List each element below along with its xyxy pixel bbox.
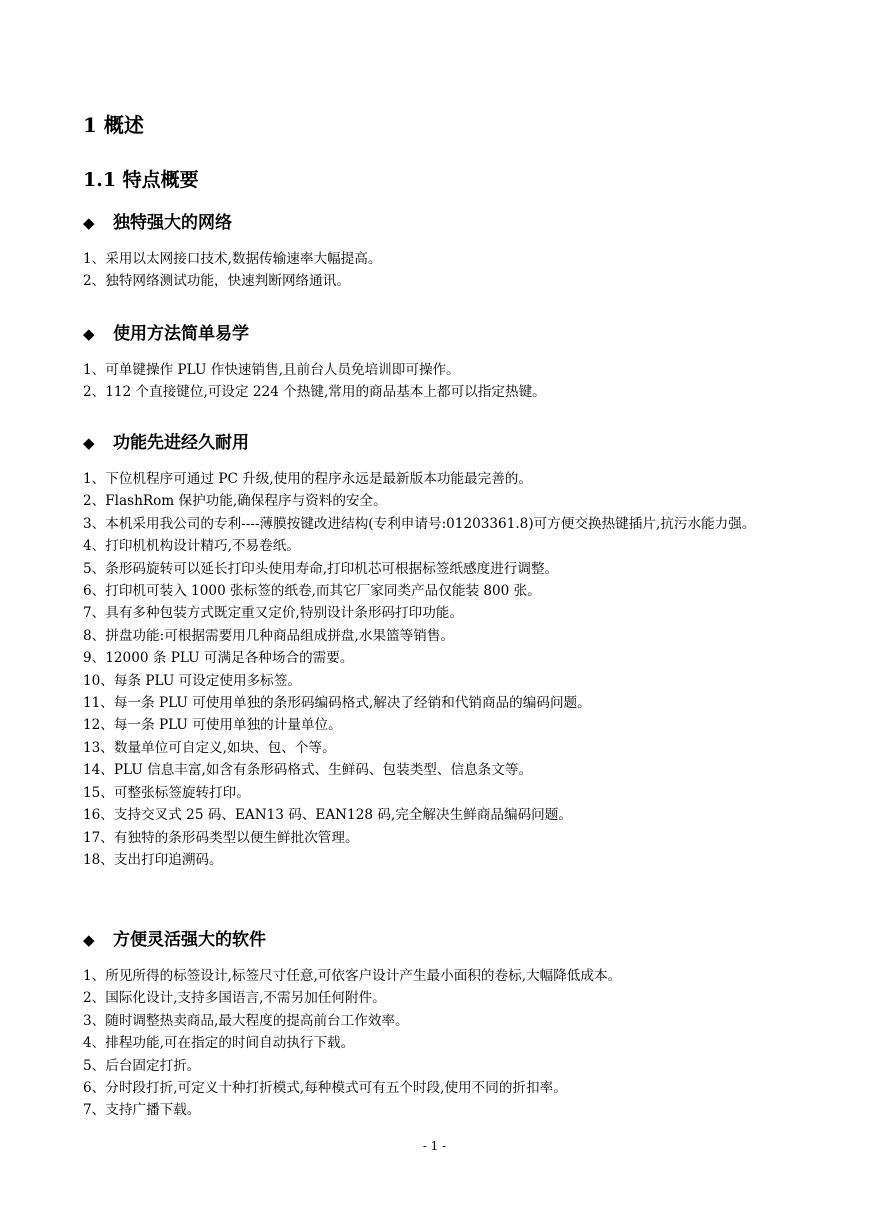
feature-list bbox=[83, 468, 803, 871]
feature-section-durability bbox=[83, 431, 803, 871]
list-item: 2、112 个直接键位,可设定 224 个热键,常用的商品基本上都可以指定热键。 bbox=[83, 384, 546, 401]
list-item: 1、可单键操作 PLU 作快速销售,且前台人员免培训即可操作。 bbox=[83, 362, 460, 378]
chapter-heading: 1 概述 bbox=[83, 113, 144, 137]
diamond-bullet-icon: ◆ bbox=[83, 434, 95, 452]
list-item: 9、12000 条 PLU 可满足各种场合的需要。 bbox=[83, 650, 354, 667]
feature-list bbox=[83, 965, 803, 1122]
feature-section-title: 独特强大的网络 bbox=[113, 213, 232, 233]
feature-list bbox=[83, 248, 803, 293]
list-item: 6、打印机可装入 1000 张标签的纸卷,而其它厂家同类产品仅能装 800 张。 bbox=[83, 583, 541, 600]
list-item: 13、数量单位可自定义,如块、包、个等。 bbox=[83, 739, 336, 756]
list-item: 2、FlashRom 保护功能,确保程序与资料的安全。 bbox=[83, 493, 387, 510]
list-item: 11、每一条 PLU 可使用单独的条形码编码格式,解决了经销和代销商品的编码问题。 bbox=[83, 695, 591, 712]
diamond-bullet-icon: ◆ bbox=[83, 214, 95, 232]
list-item: 1、所见所得的标签设计,标签尺寸任意,可依客户设计产生最小面积的卷标,大幅降低成本。 bbox=[83, 968, 622, 984]
list-item: 12、每一条 PLU 可使用单独的计量单位。 bbox=[83, 717, 342, 734]
feature-section-title: 方便灵活强大的软件 bbox=[113, 930, 266, 950]
feature-section-network bbox=[83, 211, 803, 293]
diamond-bullet-icon: ◆ bbox=[83, 325, 95, 343]
diamond-bullet-icon: ◆ bbox=[83, 931, 95, 949]
list-item: 6、分时段打折,可定义十种打折模式,每种模式可有五个时段,使用不同的折扣率。 bbox=[83, 1080, 567, 1097]
list-item: 3、本机采用我公司的专利----薄膜按键改进结构(专利申请号:01203361.8)可方便交换热键插片,抗污水能力强。 bbox=[83, 515, 756, 532]
feature-list bbox=[83, 359, 803, 404]
list-item: 18、支出打印追溯码。 bbox=[83, 851, 223, 868]
list-item: 7、支持广播下载。 bbox=[83, 1102, 201, 1119]
list-item: 5、后台固定打折。 bbox=[83, 1057, 201, 1074]
list-item: 2、国际化设计,支持多国语言,不需另加任何附件。 bbox=[83, 990, 386, 1007]
list-item: 4、排程功能,可在指定的时间自动执行下载。 bbox=[83, 1035, 355, 1052]
page-number: - 1 - bbox=[422, 1139, 447, 1153]
list-item: 8、拼盘功能:可根据需要用几种商品组成拼盘,水果篮等销售。 bbox=[83, 627, 454, 644]
list-item: 16、支持交叉式 25 码、EAN13 码、EAN128 码,完全解决生鲜商品编码问题。 bbox=[83, 807, 572, 824]
list-item: 3、随时调整热卖商品,最大程度的提高前台工作效率。 bbox=[83, 1012, 409, 1029]
list-item: 14、PLU 信息丰富,如含有条形码格式、生鲜码、包装类型、信息条文等。 bbox=[83, 762, 533, 779]
section-heading: 1.1 特点概要 bbox=[83, 169, 199, 191]
list-item: 17、有独特的条形码类型以便生鲜批次管理。 bbox=[83, 829, 359, 846]
list-item: 2、独特网络测试功能，快速判断网络通讯。 bbox=[83, 273, 350, 290]
feature-section-software bbox=[83, 928, 803, 1122]
list-item: 10、每条 PLU 可设定使用多标签。 bbox=[83, 672, 301, 689]
list-item: 4、打印机机构设计精巧,不易卷纸。 bbox=[83, 538, 300, 555]
feature-section-title: 功能先进经久耐用 bbox=[113, 433, 249, 453]
feature-section-title: 使用方法简单易学 bbox=[113, 324, 249, 344]
list-item: 7、具有多种包装方式既定重又定价,特别设计条形码打印功能。 bbox=[83, 605, 463, 622]
feature-section-usability bbox=[83, 322, 803, 404]
list-item: 1、采用以太网接口技术,数据传输速率大幅提高。 bbox=[83, 251, 382, 267]
list-item: 1、下位机程序可通过 PC 升级,使用的程序永远是最新版本功能最完善的。 bbox=[83, 471, 532, 487]
list-item: 15、可整张标签旋转打印。 bbox=[83, 784, 250, 801]
list-item: 5、条形码旋转可以延长打印头使用寿命,打印机芯可根据标签纸感度进行调整。 bbox=[83, 560, 559, 577]
